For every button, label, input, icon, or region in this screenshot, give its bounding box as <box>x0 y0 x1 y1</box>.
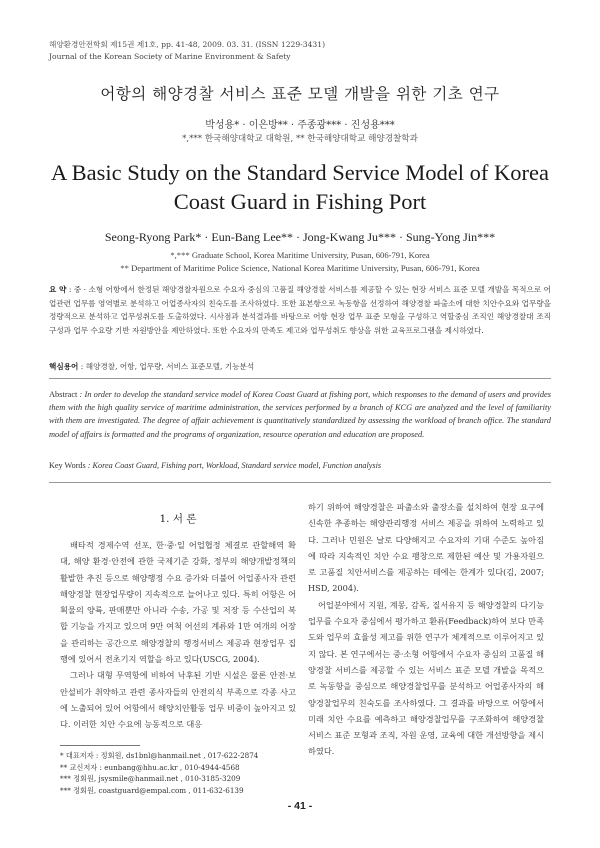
footnotes <box>60 750 300 796</box>
korean-abstract <box>49 283 551 337</box>
english-title: A Basic Study on the Standard Service Model of Korea Coast Guard in Fishing Port <box>50 160 550 214</box>
journal-header-line1: 해양환경안전학회 제15권 제1호, pp. 41-48, 2009. 03. 31. (ISSN 1229-3431) <box>49 40 326 49</box>
english-keywords-label: Key Words <box>49 461 86 470</box>
intro-paragraph-2: 그러나 대형 무역항에 비하여 낙후된 기반 시설은 물론 안전·보안설비가 취약하고 관련 종사자들의 안전의식 부족으로 각종 사고에 노출되어 있어 어항에서 해양치안활동 업무 비중이 높아지고 있다. 이러한 치안 수요에 능동적으로 대응 <box>60 670 296 730</box>
korean-keywords <box>49 360 551 374</box>
english-authors: Seong-Ryong Park* · Eun-Bang Lee** · Jong-Kwang Ju*** · Sung-Yong Jin*** <box>104 230 496 244</box>
intro-paragraph-4: 어업분야에서 지원, 계몽, 감독, 질서유지 등 해양경찰의 다기능 업무를 수요자 중심에서 평가하고 환류(Feedback)하여 보다 만족도와 업무의 효율성 제고를 위한 연구가 체계적으로 이루어지고 있지 않다. 본 연구에서는 중·소형 어항에서 수요자 중심의 고품질 해양경찰 서비스를 제공할 수 있는 서비스 표준 모델 개발을 목적으로 녹동항을 중심으로 해양경찰업무를 분석하고 어업종사자의 해양경찰업무의 친숙도를 조사하였다. 그 결과를 바탕으로 어항에서 미래 치안 수요를 예측하고 해양경찰업무를 구조화하여 해양경찰 서비스 표준 모형과 조직, 자원 운영, 교육에 대한 개선방향을 제시하였다. <box>308 599 544 757</box>
intro-paragraph-3: 하기 위하여 해양경찰은 파출소와 출장소를 설치하여 현장 요구에 신속한 추종하는 해양관리행정 서비스 제공을 위하여 노력하고 있다. 그러나 민원은 날로 다양해지고 수요자의 기대 수준도 높아짐에 따라 지속적인 치안 수요 팽창으로 제한된 예산 및 가용자원으로 고품질 치안서비스를 제공하는 데에는 한계가 있다(김, 2007; HSD, 2004). <box>308 502 544 594</box>
korean-title: 어항의 해양경찰 서비스 표준 모델 개발을 위한 기초 연구 <box>100 85 500 103</box>
english-keywords-text: : Korea Coast Guard, Fishing port, Workload, Standard service model, Function analysis <box>85 461 382 470</box>
english-affiliation-1: *,*** Graduate School, Korea Maritime University, Pusan, 606-791, Korea <box>170 250 430 260</box>
footnote-divider <box>60 745 140 746</box>
left-column <box>60 537 296 733</box>
english-keywords <box>49 461 551 470</box>
english-abstract <box>49 388 551 441</box>
page-number: - 41 - <box>287 800 313 812</box>
english-affiliation-2: ** Department of Maritime Police Science, National Korea Maritime University, Pusan, 606-791, Korea <box>120 263 480 273</box>
section-heading-introduction: 1. 서 론 <box>159 513 197 525</box>
korean-keywords-text: : 해양경찰, 어항, 업무량, 서비스 표준모델, 기능분석 <box>78 362 255 371</box>
body-divider <box>49 482 551 483</box>
english-abstract-text: : In order to develop the standard service model of Korea Coast Guard at fishing port, which responses to the demand of users and provides them with the high quality service of maritime administration, the services performed by a branch of KCG are analyzed and the level of familiarity with them are investigated. The degree of affair achievement is quantitatively standardized by assessing the workload of branch office. The standard model of affairs is formatted and the programs of organization, resource operation and education are proposed. <box>49 390 551 439</box>
footnote-author-2: ** 교신저자 : eunbang@hhu.ac.kr , 010-4944-4568 <box>60 762 240 772</box>
korean-abstract-label: 요 약 <box>49 285 67 294</box>
footnote-author-3: *** 정회원, jsysmile@hanmail.net , 010-3185-3209 <box>60 774 241 784</box>
journal-header-line2: Journal of the Korean Society of Marine Environment & Safety <box>49 52 291 61</box>
korean-affiliations: *,*** 한국해양대학교 대학원, ** 한국해양대학교 해양경찰학과 <box>182 134 418 144</box>
footnote-author-4: *** 정회원, coastguard@empal.com , 011-632-6139 <box>60 785 244 795</box>
right-column <box>308 499 544 760</box>
english-abstract-label: Abstract <box>49 390 78 399</box>
korean-authors: 박성용* · 이은방** · 주종광*** · 진성용*** <box>205 120 395 131</box>
footnote-author-1: * 대표저자 : 정회원, ds1bnl@hanmail.net , 017-622-2874 <box>60 751 259 760</box>
abstract-divider <box>49 378 551 379</box>
intro-paragraph-1: 배타적 경제수역 선포, 한·중·일 어업협정 체결로 관할해역 확대, 해양 환경·안전에 관한 국제기준 강화, 정부의 해양개발정책의 활발한 추진 등으로 해양행정 수요 증가와 더불어 어업종사자 관련 해양경찰 현장업무량이 지속적으로 늘어나고 있다. 특히 어항은 어획물의 양륙, 판매뿐만 아니라 수송, 가공 및 저장 등 수산업의 복합 기능을 가지고 있으며 9만 여척 어선의 계류와 1만 여개의 어장을 관리하는 공간으로 해양경찰의 행정서비스 제공과 현장업무 집행에 있어서 전초기지 역할을 하고 있다(USCG, 2004). <box>60 540 296 665</box>
korean-abstract-text: : 중 · 소형 어항에서 한정된 해양경찰자원으로 수요자 중심의 고품질 해양경찰 서비스를 제공할 수 있는 현장 서비스 표준 모델 개발을 목적으로 어업관련 업무를 영역별로 분석하고 어업종사자의 친숙도를 조사하였다. 또한 표본항으로 녹동항을 선정하여 해양경찰 파출소에 대한 치안수요와 업무량을 정량적으로 분석하고 업무성취도를 도출하였다. 시사점과 분석결과를 바탕으로 어항 현장 업무 표준 모형을 구성하고 역할중심 조직인 해양경찰대 조직구성과 업무 수요량 기반 자원방안을 제안하였다. 또한 수요자의 만족도 제고와 업무성취도 향상을 위한 교육프로그램을 제시하였다. <box>49 285 551 335</box>
korean-keywords-label: 핵심용어 <box>49 362 79 371</box>
